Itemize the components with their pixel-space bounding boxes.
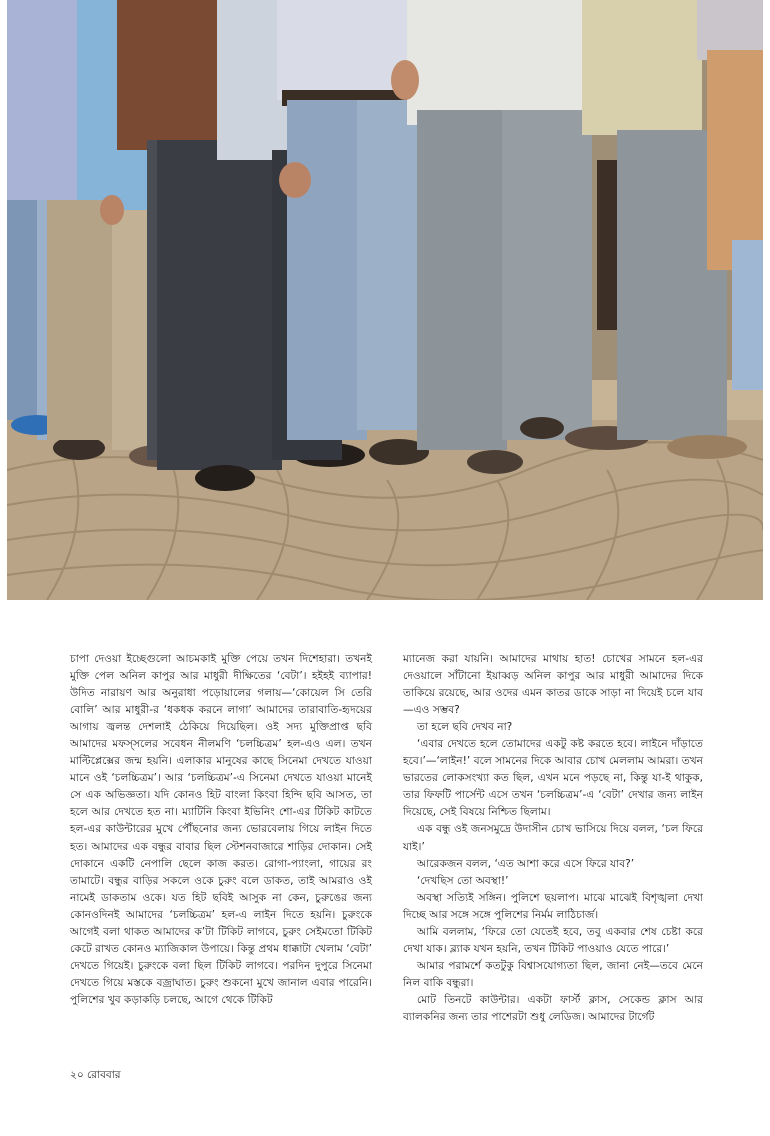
paragraph: আরেকজন বলল, ‘এত আশা করে এসে ফিরে যাব?’ bbox=[417, 857, 635, 870]
paragraph: অবস্থা সত্যিই সঙ্গিন। পুলিশে ছয়লাপ। মাঝে মাঝেই বিশৃঙ্খলা দেখা দিচ্ছে আর সঙ্গে সঙ্গে পুলিশের নির্মম লাঠিচার্জ। bbox=[403, 891, 703, 921]
paragraph: আমি বললাম, ‘ফিরে তো যেতেই হবে, তবু একবার শেষ চেষ্টা করে দেখা যাক। ব্ল্যাক যখন হয়নি, তখন টিকিট পাওয়াও যেতে পারে।’ bbox=[403, 925, 703, 955]
article-column-left bbox=[70, 651, 372, 1009]
queue-photo bbox=[7, 0, 763, 600]
paragraph: ‘এবার দেখতে হলে তোমাদের একটু কষ্ট করতে হবে। লাইনে দাঁড়াতে হবে।’—‘লাইন!’ বলে সামনের দিকে আবার চোখ মেললাম আমরা। তখন ভারতের লোকসংখ্যা কত ছিল, এখন মনে পড়ছে না, কিন্তু যা-ই থাকুক, তার ফিফটি পার্সেন্ট এসে তখন ‘চলচ্চিত্রম’-এ ‘বেটা’ দেখার জন্য লাইন দিয়েছে, সেই বিষয়ে নিশ্চিত ছিলাম। bbox=[403, 738, 703, 819]
page-folio: ২০ রোববার bbox=[70, 1069, 121, 1081]
paragraph: এক বন্ধু ওই জনসমুদ্রে উদাসীন চোখ ভাসিয়ে দিয়ে বলল, ‘চল ফিরে যাই।’ bbox=[403, 823, 703, 853]
paragraph: ‘দেখছিস তো অবস্থা!’ bbox=[417, 874, 509, 887]
paragraph: ম্যানেজ করা যায়নি। আমাদের মাথায় হাত! চোখের সামনে হল-এর দেওয়ালে সাঁটানো ইয়াব্বড় অনিল কাপুর আর মাধুরী আমাদের দিকে তাকিয়ে রয়েছে, আর ওদের এমন কাতর ডাকে সাড়া না দিয়েই চলে যাব—এও সম্ভব? bbox=[403, 653, 703, 717]
paragraph: আমার পরামর্শে কতটুকু বিশ্বাসযোগ্যতা ছিল, জানা নেই—তবে মেনে নিল বাকি বন্ধুরা। bbox=[403, 959, 703, 989]
paragraph: চাপা দেওয়া ইচ্ছেগুলো আচমকাই মুক্তি পেয়ে তখন দিশেহারা। তখনই মুক্তি পেল অনিল কাপুর আর মাধুরী দীক্ষিতের ‘বেটা’। হইহই ব্যাপার! উদিত নারায়ণ আর অনুরাধা পড়োয়ালের গলায়—‘কোয়েল সি তেরি বোলি’ আর মাধুরী-র ‘ধকধক করনে লাগা’ আমাদের তারাবাতি-হৃদয়ের আগায় জ্বলন্ত দেশলাই ঠেকিয়ে দিয়েছিল। ওই সদ্য মুক্তিপ্রাপ্ত ছবি আমাদের মফস্সলের সবেধন নীলমণি ‘চলচ্চিত্রম’ হল-এও এল। তখন মাল্টিপ্লেক্সের জন্ম হয়নি। এলাকার মানুষের কাছে সিনেমা দেখতে যাওয়া মানে ওই ‘চলচ্চিত্রম’। আর ‘চলচ্চিত্রম’-এ সিনেমা দেখতে যাওয়া মানেই সে এক অভিজ্ঞতা। যদি কোনও হিট বাংলা কিংবা হিন্দি ছবি আসত, তা হলে আর দেখতে হত না। ম্যাটিনি কিংবা ইভিনিং শো-এর টিকিট কাটতে হল-এর কাউন্টারের মুখে পৌঁছনোর জন্য ভোরবেলায় গিয়ে লাইন দিতে হত। আমাদের এক বন্ধুর বাবার ছিল স্টেশনবাজারে শাড়ির দোকান। সেই দোকানে একটি নেপালি ছেলে কাজ করত। রোগা-প্যাংলা, গায়ের রং তামাটে। বন্ধুর বাড়ির সকলে ওকে চুরুং বলে ডাকত, তাই আমরাও ওই নামেই ডাকতাম ওকে। যত হিট ছবিই আসুক না কেন, চুরুঙের জন্য কোনওদিনই আমাদের ‘চলচ্চিত্রম’ হল-এ লাইন দিতে হয়নি। চুরুংকে আগেই বলা থাকত আমাদের ক’টা টিকিট লাগবে, চুরুং সেইমতো টিকিট কেটে রাখত কোনও ম্যাজিকাল উপায়ে। কিন্তু প্রথম ধাক্কাটা খেলাম ‘বেটা’ দেখতে গিয়েই। চুরুংকে বলা ছিল টিকিট লাগবে। পরদিন দুপুরে সিনেমা দেখতে গিয়ে মস্তকে বজ্রাঘাত। চুরুং শুকনো মুখে জানাল এবার পারেনি। পুলিশের খুব কড়াকড়ি চলছে, আগে থেকে টিকিট bbox=[70, 653, 372, 1006]
paragraph: তা হলে ছবি দেখব না? bbox=[417, 721, 513, 734]
article-column-right bbox=[403, 651, 703, 1026]
paragraph: মোট তিনটে কাউন্টার। একটা ফার্স্ট ক্লাস, সেকেন্ড ক্লাস আর ব্যালকনির জন্য তার পাশেরটা শুধু লেডিজ। আমাদের টার্গেট bbox=[403, 993, 703, 1023]
